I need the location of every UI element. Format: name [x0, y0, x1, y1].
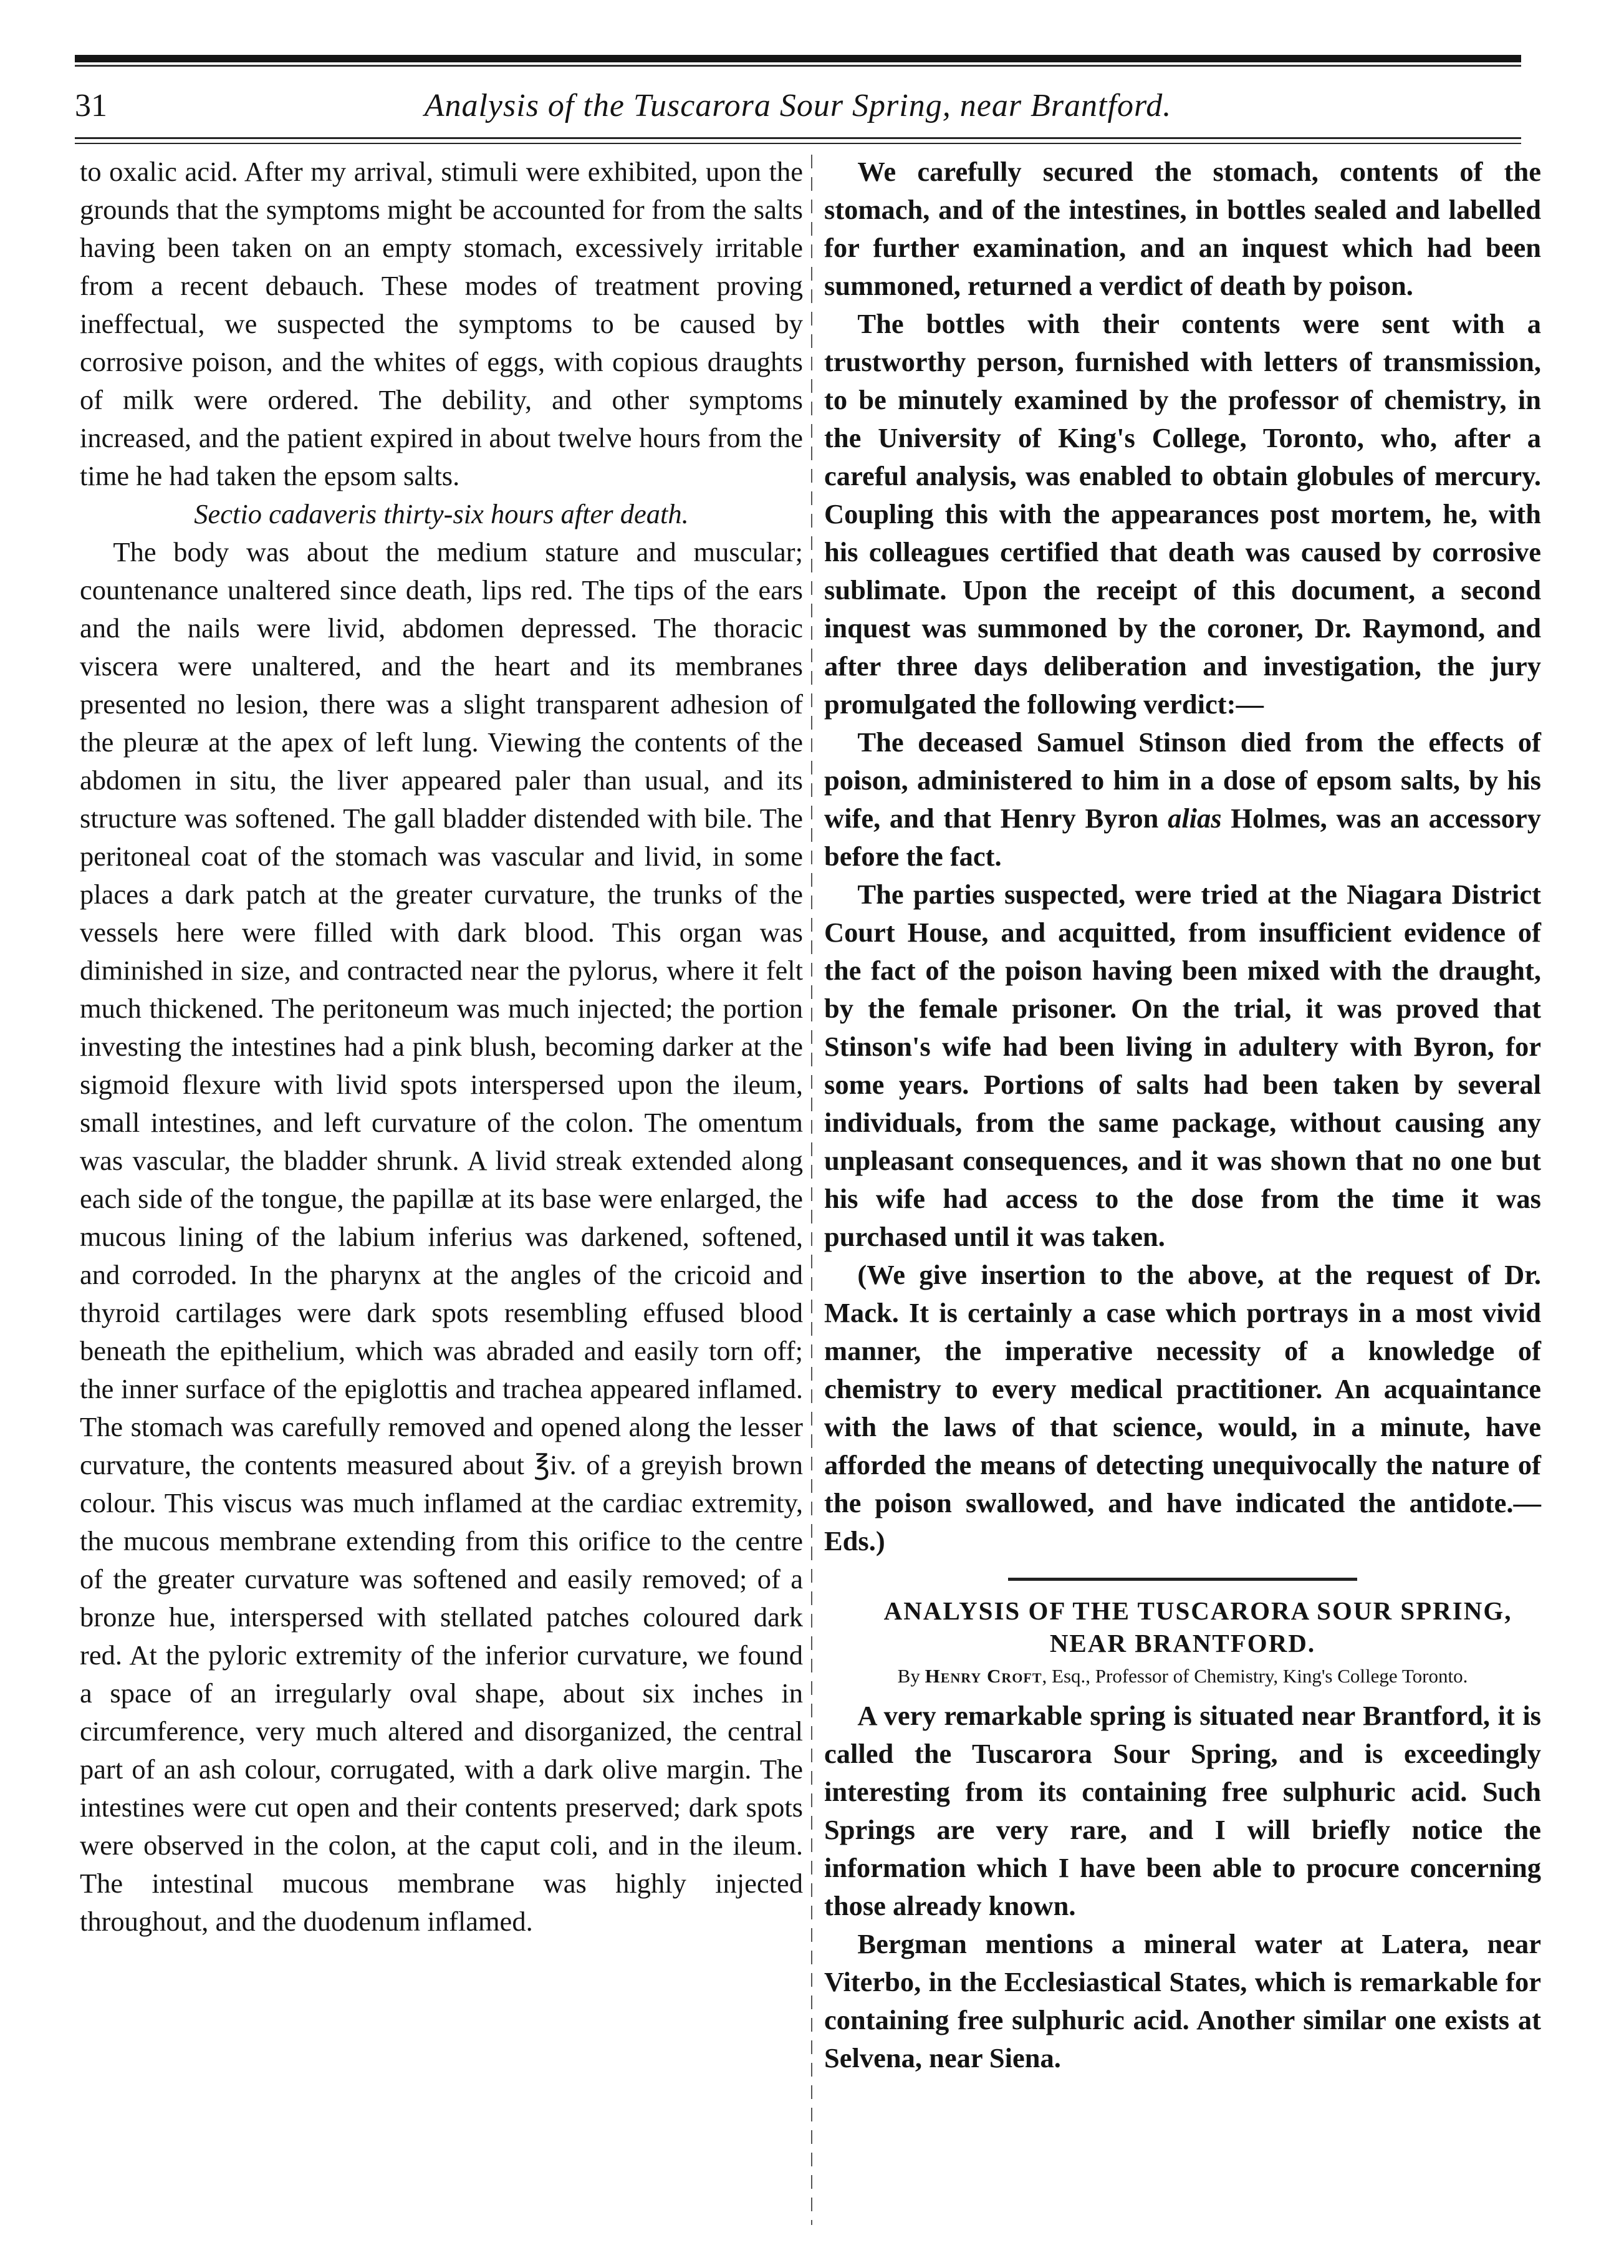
byline-affiliation: , Esq., Professor of Chemistry, King's College Toronto. — [1042, 1665, 1468, 1687]
paragraph: We carefully secured the stomach, contents of the stomach, and of the intestines, in bottles sealed and labelled for further examination, and an inquest which had been summoned, returned a verdict of death by poison. — [824, 156, 1541, 301]
paragraph: to oxalic acid. After my arrival, stimuli were exhibited, upon the grounds that the symptoms might be accounted for from the salts having been taken on an empty stomach, excessively irritable from a recent debauch. These modes of treatment proving ineffectual, we suspected the symptoms to be caused by corrosive poison, and the whites of eggs, with copious draughts of milk were ordered. The debility, and other symptoms increased, and the patient expired in about twelve hours from the time he had taken the epsom salts. — [80, 156, 803, 491]
paragraph: The bottles with their contents were sent with a trustworthy person, furnished with letters of transmission, to be minutely examined by the professor of chemistry, in the University of King's College, Toronto, who, after a careful analysis, was enabled to obtain globules of mercury. Coupling this with the appearances post mortem, he, with his colleagues certified that death was caused by corrosive sublimate. Upon the receipt of this document, a second inquest was summoned by the coroner, Dr. Raymond, and after three days deliberation and investigation, the jury promulgated the following verdict:— — [824, 308, 1541, 720]
verdict-text-end: Holmes, was an accessory before the fact. — [824, 803, 1541, 872]
header-rule — [75, 137, 1521, 139]
header-rule-secondary — [75, 143, 1521, 144]
editors-note: (We give insertion to the above, at the request of Dr. Mack. It is certainly a case which portrays in a most vivid manner, the imperative necessity of a knowledge of chemistry to every medical practitioner. An acquaintance with the laws of that science, would, in a minute, have afforded the means of detecting unequivocally the nature of the poison swallowed, and have indicated the antidote.—Eds.) — [824, 1259, 1541, 1556]
article-separator-rule — [1008, 1578, 1357, 1581]
right-column — [824, 153, 1541, 2077]
verdict-text: The deceased Samuel Stinson died from the effects of poison, administered to him in a dose of epsom salts, by his wife, and that Henry Byron — [824, 726, 1541, 834]
running-head — [75, 81, 1521, 131]
byline-author: Henry Croft — [925, 1665, 1042, 1687]
byline — [824, 1664, 1541, 1688]
byline-prefix: By — [897, 1665, 925, 1687]
paragraph: A very remarkable spring is situated near Brantford, it is called the Tuscarora Sour Spring, and is exceedingly interesting from its containing free sulphuric acid. Such Springs are very rare, and I will briefly notice the information which I have been able to procure concerning those already known. — [824, 1700, 1541, 1921]
article-title: ANALYSIS OF THE TUSCARORA SOUR SPRING, NEAR BRANTFORD. — [883, 1596, 1512, 1658]
verdict-paragraph — [824, 723, 1541, 876]
top-border-rule — [75, 55, 1521, 62]
page-number: 31 — [75, 88, 107, 123]
paragraph: The body was about the medium stature and muscular; countenance unaltered since death, lips red. The tips of the ears and the nails were livid, abdomen depressed. The thoracic viscera were unaltered, and the heart and its membranes presented no lesion, there was a slight transparent adhesion of the pleuræ at the apex of left lung. Viewing the contents of the abdomen in situ, the liver appeared paler than usual, and its structure was softened. The gall bladder distended with bile. The peritoneal coat of the stomach was vascular and livid, in some places a dark patch at the greater curvature, the trunks of the vessels here were filled with dark blood. This organ was diminished in size, and contracted near the pylorus, where it felt much thickened. The peritoneum was much injected; the portion investing the intestines had a pink blush, becoming darker at the sigmoid flexure with livid spots interspersed upon the ileum, small intestines, and left curvature of the colon. The omentum was vascular, the bladder shrunk. A livid streak extended along each side of the tongue, the papillæ at its base were enlarged, the mucous lining of the labium inferius was darkened, softened, and corroded. In the pharynx at the angles of the cricoid and thyroid cartilages were dark spots resembling effused blood beneath the epithelium, which was abraded and easily torn off; the inner surface of the epiglottis and trachea appeared inflamed. The stomach was carefully removed and opened along the lesser curvature, the contents measured about ℥iv. of a greyish brown colour. This viscus was much inflamed at the cardiac extremity, the mucous membrane extending from this orifice to the centre of the greater curvature was softened and easily removed; of a bronze hue, interspersed with stellated patches coloured dark red. At the pyloric extremity of the inferior curvature, we found a space of an irregularly oval shape, about six inches in circumference, very much altered and disorganized, the central part of an ash colour, corrugated, with a dark olive margin. The intestines were cut open and their contents preserved; dark spots were observed in the colon, at the caput coli, and in the ileum. The intestinal mucous membrane was highly injected throughout, and the duodenum inflamed. — [80, 536, 803, 1937]
top-border-rule-thin — [75, 65, 1521, 67]
column-divider — [811, 155, 812, 2225]
running-title: Analysis of the Tuscarora Sour Spring, near Brantford. — [424, 88, 1172, 123]
alias-word: alias — [1168, 803, 1222, 834]
section-heading: Sectio cadaveris thirty-six hours after death. — [194, 498, 689, 529]
left-column — [80, 153, 803, 1941]
paragraph: Bergman mentions a mineral water at Latera, near Viterbo, in the Ecclesiastical States, which is remarkable for containing free sulphuric acid. Another similar one exists at Selvena, near Siena. — [824, 1928, 1541, 2073]
paragraph: The parties suspected, were tried at the Niagara District Court House, and acquitted, from insufficient evidence of the fact of the poison having been mixed with the draught, by the female prisoner. On the trial, it was proved that Stinson's wife had been living in adultery with Byron, for some years. Portions of salts had been taken by several individuals, from the same package, without causing any unpleasant consequences, and it was shown that no one but his wife had access to the dose from the time it was purchased until it was taken. — [824, 879, 1541, 1252]
